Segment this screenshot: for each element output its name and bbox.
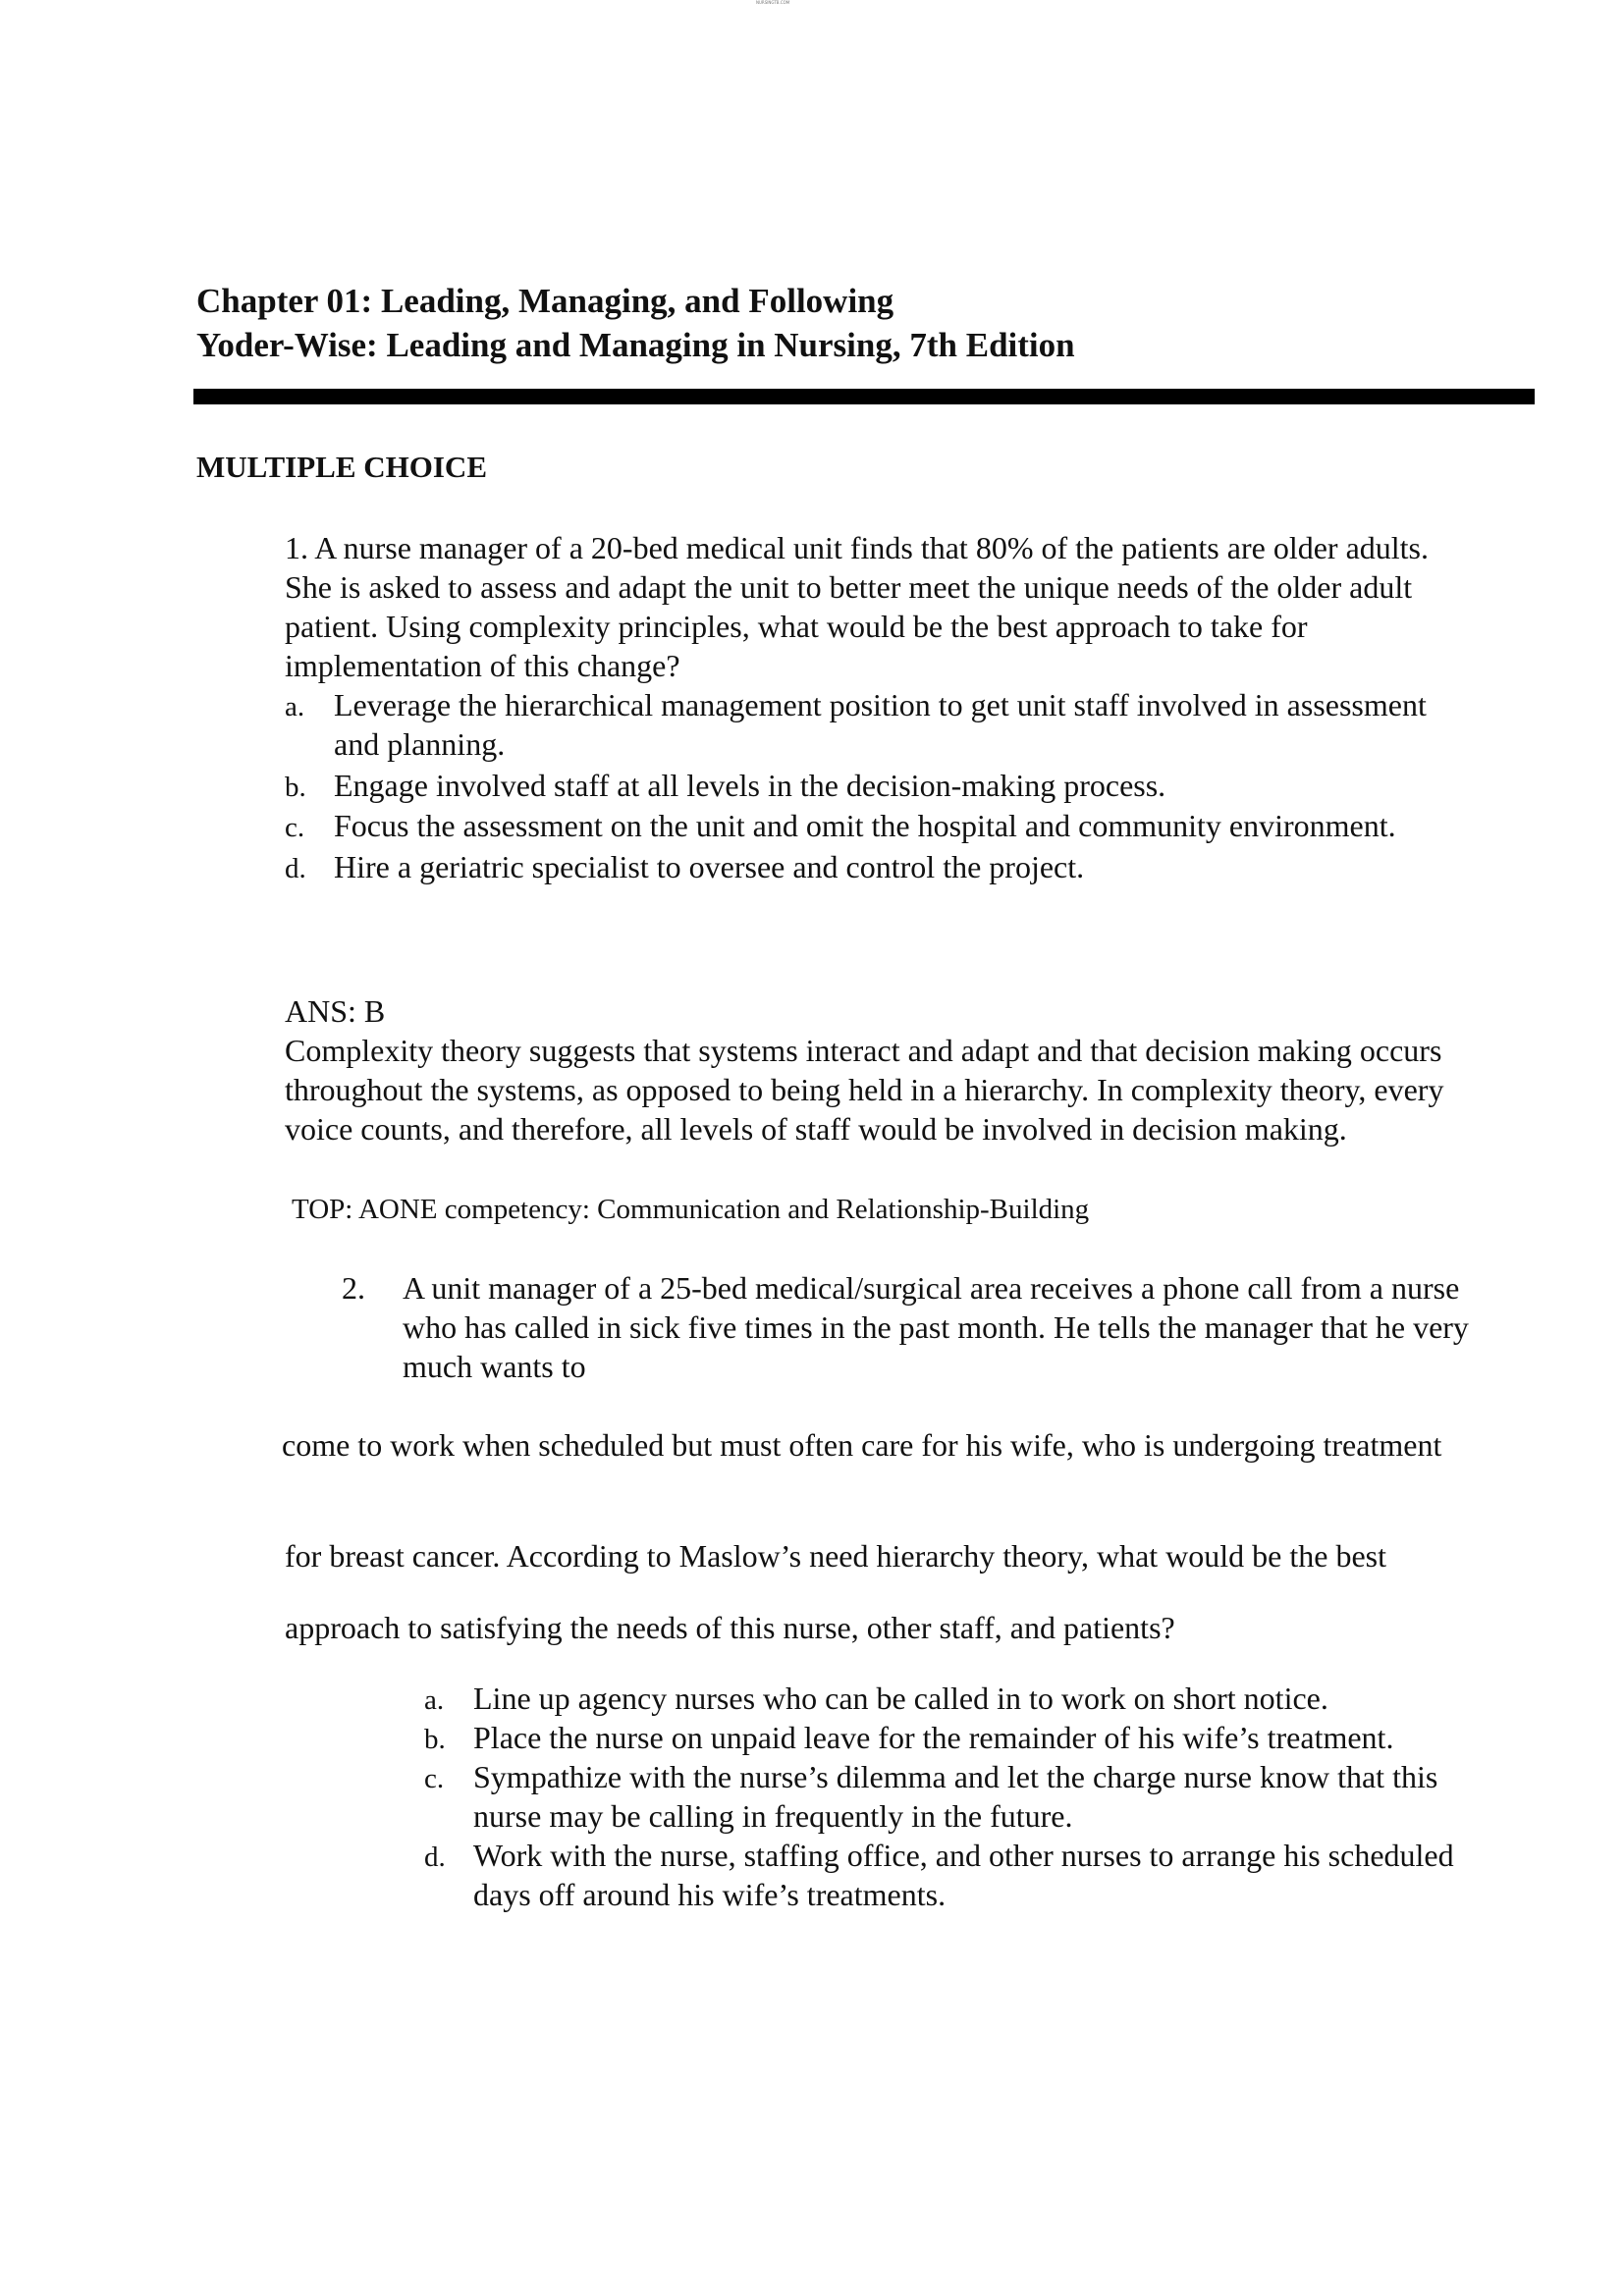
q1-rationale-line: throughout the systems, as opposed to being held in a hierarchy. In complexity theory, every bbox=[285, 1072, 1444, 1107]
option-text: Place the nurse on unpaid leave for the remainder of his wife’s treatment. bbox=[473, 1720, 1394, 1755]
option-letter: a. bbox=[285, 691, 305, 722]
option-letter: c. bbox=[285, 812, 305, 843]
chapter-title: Chapter 01: Leading, Managing, and Following bbox=[196, 282, 894, 320]
q2-stem-line: A unit manager of a 25-bed medical/surgical area receives a phone call from a nurse bbox=[403, 1270, 1460, 1306]
option-text: Focus the assessment on the unit and omit the hospital and community environment. bbox=[334, 808, 1396, 843]
q1-stem-line: She is asked to assess and adapt the unit to better meet the unique needs of the older adult bbox=[285, 569, 1413, 605]
q2-continuation-line: for breast cancer. According to Maslow’s need hierarchy theory, what would be the best bbox=[285, 1538, 1386, 1574]
header-watermark: NURSINGTB.COM bbox=[756, 0, 790, 5]
book-title: Yoder-Wise: Leading and Managing in Nursing, 7th Edition bbox=[196, 326, 1075, 364]
q2-number: 2. bbox=[342, 1270, 365, 1306]
option-text: days off around his wife’s treatments. bbox=[473, 1877, 947, 1912]
option-text: nurse may be calling in frequently in the future. bbox=[473, 1798, 1073, 1834]
option-letter: b. bbox=[424, 1724, 446, 1755]
option-text: Hire a geriatric specialist to oversee and control the project. bbox=[334, 849, 1085, 884]
q1-stem-line: implementation of this change? bbox=[285, 648, 680, 683]
option-letter: c. bbox=[424, 1763, 445, 1794]
q1-stem-line: patient. Using complexity principles, what would be the best approach to take for bbox=[285, 609, 1308, 644]
q2-stem-line: who has called in sick five times in the past month. He tells the manager that he very bbox=[403, 1309, 1469, 1345]
q2-stem-line: much wants to bbox=[403, 1349, 586, 1384]
q1-rationale-line: voice counts, and therefore, all levels of staff would be involved in decision making. bbox=[285, 1111, 1347, 1147]
option-letter: b. bbox=[285, 772, 306, 803]
q2-continuation-line: approach to satisfying the needs of this nurse, other staff, and patients? bbox=[285, 1610, 1175, 1645]
option-text: Sympathize with the nurse’s dilemma and let the charge nurse know that this bbox=[473, 1759, 1438, 1794]
option-letter: a. bbox=[424, 1684, 445, 1716]
option-text: and planning. bbox=[334, 726, 506, 762]
q2-continuation-line: come to work when scheduled but must often care for his wife, who is undergoing treatment bbox=[282, 1427, 1442, 1463]
q1-rationale-line: Complexity theory suggests that systems interact and adapt and that decision making occurs bbox=[285, 1033, 1442, 1068]
section-title: MULTIPLE CHOICE bbox=[196, 450, 487, 484]
option-text: Line up agency nurses who can be called in to work on short notice. bbox=[473, 1681, 1328, 1716]
option-text: Leverage the hierarchical management position to get unit staff involved in assessment bbox=[334, 687, 1427, 722]
option-text: Work with the nurse, staffing office, and other nurses to arrange his scheduled bbox=[473, 1838, 1454, 1873]
q1-topic: TOP: AONE competency: Communication and Relationship-Building bbox=[292, 1194, 1090, 1225]
heading-divider bbox=[193, 389, 1535, 404]
q1-stem-line: 1. A nurse manager of a 20-bed medical unit finds that 80% of the patients are older adults. bbox=[285, 530, 1429, 565]
option-letter: d. bbox=[424, 1842, 446, 1873]
option-text: Engage involved staff at all levels in the decision-making process. bbox=[334, 768, 1166, 803]
q1-answer: ANS: B bbox=[285, 993, 386, 1029]
option-letter: d. bbox=[285, 853, 306, 884]
